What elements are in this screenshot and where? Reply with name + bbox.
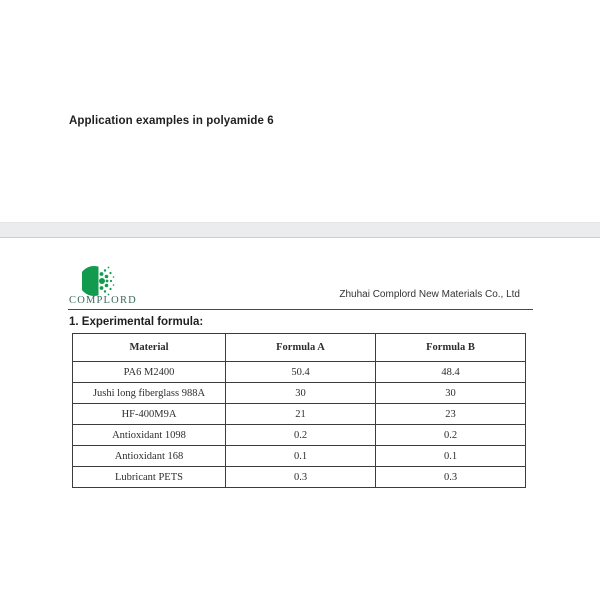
column-header-formula-b: Formula B [376, 334, 526, 362]
complord-logo-icon [82, 265, 142, 297]
table-cell: 0.2 [376, 425, 526, 446]
table-cell: Jushi long fiberglass 988A [73, 383, 226, 404]
brand-name: COMPLORD [69, 295, 137, 306]
table-header-row [73, 334, 526, 362]
table-body [73, 362, 526, 488]
column-header-material: Material [73, 334, 226, 362]
table-row [73, 362, 526, 383]
header-rule [68, 309, 533, 310]
table-cell: 21 [226, 404, 376, 425]
table-cell: PA6 M2400 [73, 362, 226, 383]
table-cell: 0.1 [376, 446, 526, 467]
company-name: Zhuhai Complord New Materials Co., Ltd [339, 289, 520, 300]
column-header-formula-a: Formula A [226, 334, 376, 362]
table-cell: 0.3 [226, 467, 376, 488]
table-cell: 50.4 [226, 362, 376, 383]
table-row [73, 383, 526, 404]
table-cell: Lubricant PETS [73, 467, 226, 488]
page-separator [0, 222, 600, 238]
formula-table [72, 333, 526, 488]
table-cell: 30 [376, 383, 526, 404]
table-row [73, 404, 526, 425]
table-row [73, 467, 526, 488]
table-cell: HF-400M9A [73, 404, 226, 425]
table-cell: 0.3 [376, 467, 526, 488]
table-cell: 0.2 [226, 425, 376, 446]
table-cell: Antioxidant 1098 [73, 425, 226, 446]
section-title: 1. Experimental formula: [69, 316, 204, 328]
table-cell: 0.1 [226, 446, 376, 467]
table-row [73, 446, 526, 467]
table-cell: 48.4 [376, 362, 526, 383]
table-row [73, 425, 526, 446]
table-cell: 23 [376, 404, 526, 425]
table-cell: 30 [226, 383, 376, 404]
page-title: Application examples in polyamide 6 [69, 115, 274, 127]
table-cell: Antioxidant 168 [73, 446, 226, 467]
